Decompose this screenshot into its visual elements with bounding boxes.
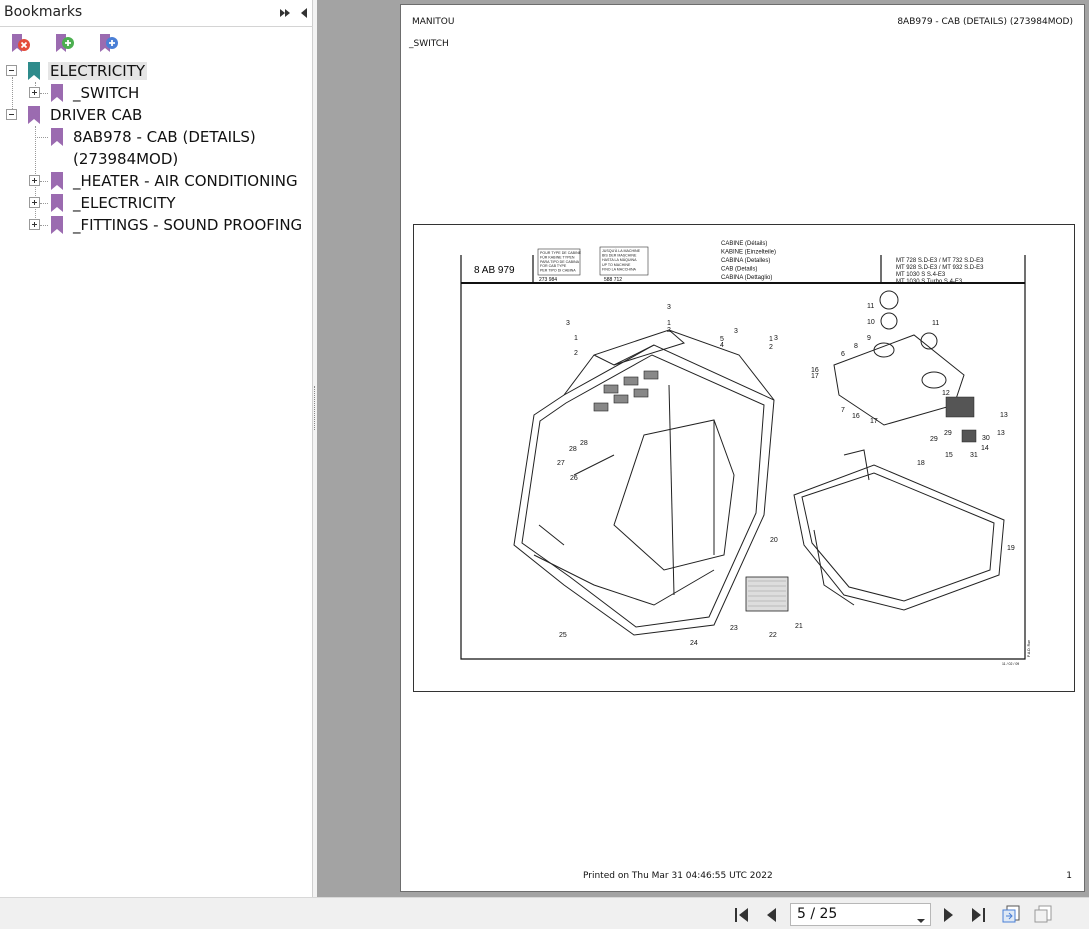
table1-line: FOR CAB TYPE — [540, 264, 567, 269]
bookmark-label-line2: (273984MOD) — [73, 150, 179, 168]
callout-number: 11 — [867, 303, 875, 310]
add-bookmark-icon[interactable] — [53, 32, 75, 56]
table2-line: HASTA LA MÁQUINA — [602, 258, 637, 263]
first-page-icon[interactable] — [733, 906, 751, 924]
drawing-frame — [461, 255, 1025, 659]
bookmark-label-line1: 8AB978 - CAB (DETAILS) — [73, 128, 256, 146]
bookmark-label: DRIVER CAB — [50, 106, 143, 124]
bookmark-icon — [50, 171, 64, 191]
callout-number: 22 — [769, 632, 777, 639]
table2-line: UP TO MACHINE — [602, 262, 631, 267]
callout-number: 24 — [690, 640, 698, 647]
callout-number: 3 — [566, 320, 570, 327]
callout-number: 28 — [569, 446, 577, 453]
callout-number: 25 — [559, 632, 567, 639]
bookmark-label: _HEATER - AIR CONDITIONING — [73, 172, 298, 190]
table2-line: BIS DER MASCHINE — [602, 253, 637, 258]
model-line: MT 928 S.D-E3 / MT 932 S.D-E3 — [896, 265, 984, 271]
switch-block — [946, 397, 974, 417]
bookmark-label: _SWITCH — [73, 84, 140, 102]
callout-number: 1 — [574, 335, 578, 342]
expand-icon[interactable] — [29, 197, 40, 208]
callout-number: 3 — [667, 304, 671, 311]
callout-number: 13 — [1000, 412, 1008, 419]
delete-bookmark-icon[interactable] — [9, 32, 31, 56]
last-page-icon[interactable] — [969, 906, 987, 924]
expand-icon[interactable] — [29, 87, 40, 98]
bookmark-electricity[interactable] — [0, 60, 313, 82]
bookmark-icon — [50, 83, 64, 103]
printed-on: Printed on Thu Mar 31 04:46:55 UTC 2022 — [583, 871, 773, 881]
document-viewer[interactable] — [317, 0, 1089, 897]
chevron-down-icon — [916, 910, 926, 929]
collapse-icon[interactable] — [6, 65, 17, 76]
status-bar — [0, 897, 1089, 929]
roof-panel-illustration — [834, 291, 964, 425]
prev-page-icon[interactable] — [763, 906, 781, 924]
table1-line: PARA TIPO DE CABINA — [540, 259, 580, 264]
bookmark-icon — [50, 215, 64, 235]
bookmark-8ab978[interactable] — [0, 126, 313, 170]
bookmark-switch[interactable] — [0, 82, 313, 104]
bookmarks-panel — [0, 0, 313, 897]
callout-number: 20 — [770, 537, 778, 544]
callout-number: 4 — [720, 342, 724, 349]
callout-number: 30 — [982, 435, 990, 442]
callout-number: 19 — [1007, 545, 1015, 552]
fit-width-icon[interactable] — [1033, 904, 1053, 924]
bookmark-fittings-sound-proofing[interactable] — [0, 214, 313, 236]
drawing-title-line: CABINA (Detalles) — [721, 258, 771, 264]
table2-line: JUSQU'À LA MACHINE — [602, 249, 641, 253]
model-line: MT 1030 S Turbo S.4-E3 — [896, 279, 963, 285]
drawing-ref: 8 AB 979 — [474, 265, 515, 276]
side-code: P.A.D. Rue — [1027, 639, 1031, 657]
expand-icon[interactable] — [29, 219, 40, 230]
callout-number: 26 — [570, 475, 578, 482]
floor-illustration — [794, 450, 1004, 610]
expand-panel-icon[interactable] — [278, 5, 292, 19]
callout-number: 2 — [574, 350, 578, 357]
collapse-icon[interactable] — [6, 109, 17, 120]
callout-number: 16 — [852, 413, 860, 420]
bookmarks-title: Bookmarks — [4, 4, 83, 20]
bookmarks-toolbar — [0, 29, 313, 59]
table2-value: 588 712 — [604, 277, 623, 283]
callout-number: 23 — [730, 625, 738, 632]
bookmark-label: ELECTRICITY — [50, 62, 146, 80]
callout-number: 16 — [811, 367, 819, 374]
callout-number: 9 — [867, 335, 871, 342]
callout-number: 1 — [769, 336, 773, 343]
page-selector[interactable] — [790, 903, 931, 926]
callout-number: 15 — [945, 452, 953, 459]
exploded-view-svg — [414, 225, 1074, 691]
bookmark-heater-air-conditioning[interactable] — [0, 170, 313, 192]
next-page-icon[interactable] — [939, 906, 957, 924]
bookmark-electricity-sub[interactable] — [0, 192, 313, 214]
callout-number: 2 — [769, 344, 773, 351]
callout-number: 21 — [795, 623, 803, 630]
bookmark-driver-cab[interactable] — [0, 104, 313, 126]
callout-number: 1 — [667, 320, 671, 327]
callout-number: 12 — [942, 390, 950, 397]
collapse-panel-icon[interactable] — [297, 5, 311, 19]
callout-number: 27 — [557, 460, 565, 467]
callout-number: 17 — [870, 418, 878, 425]
callout-number: 14 — [981, 445, 989, 452]
callout-number: 10 — [867, 319, 875, 326]
callout-number: 5 — [720, 336, 724, 343]
bookmarks-header — [0, 0, 313, 27]
drawing-title-line: CAB (Details) — [721, 266, 758, 273]
table1-value: 273 984 — [539, 277, 558, 283]
model-line: MT 1030 S S.4-E3 — [896, 272, 946, 278]
header-left: MANITOU — [412, 17, 455, 27]
header-right: 8AB979 - CAB (DETAILS) (273984MOD) — [897, 17, 1073, 27]
callout-number: 11 — [932, 320, 940, 327]
callout-number: 7 — [841, 407, 845, 414]
callout-number: 3 — [774, 335, 778, 342]
model-line: MT 728 S.D-E3 / MT 732 S.D-E3 — [896, 258, 984, 264]
expand-icon[interactable] — [29, 175, 40, 186]
bookmark-icon — [27, 105, 41, 125]
section-title: _SWITCH — [409, 39, 449, 49]
callout-number: 31 — [970, 452, 978, 459]
callout-number: 3 — [734, 328, 738, 335]
document-page — [400, 4, 1085, 892]
drawing-title-line: CABINE (Détails) — [721, 241, 768, 247]
callout-number: 8 — [854, 343, 858, 350]
callout-number: 18 — [917, 460, 925, 467]
page-number: 1 — [1066, 871, 1072, 881]
add-child-bookmark-icon[interactable] — [97, 32, 119, 56]
splitter-grip[interactable] — [314, 386, 316, 430]
date-code: 11 / 02 / 09 — [1002, 662, 1020, 666]
table1-line: POUR TYPE DE CABINE — [540, 251, 582, 255]
bookmark-icon — [50, 193, 64, 213]
bookmark-label: _ELECTRICITY — [73, 194, 176, 212]
bookmark-label: _FITTINGS - SOUND PROOFING — [73, 216, 303, 234]
callout-number: 17 — [811, 373, 819, 380]
drawing-title-line: CABINA (Dettaglio) — [721, 275, 773, 281]
bookmark-icon — [50, 127, 64, 147]
page-indicator: 5 / 25 — [797, 906, 838, 922]
table1-line: FÜR KABINE TYPEN — [540, 255, 575, 260]
callout-number: 28 — [580, 440, 588, 447]
table2-line: FINO LA MACCHINA — [602, 267, 636, 272]
exploded-drawing — [413, 224, 1075, 692]
callout-number: 2 — [667, 327, 671, 334]
callout-number: 29 — [930, 436, 938, 443]
fit-page-icon[interactable] — [1001, 904, 1021, 924]
drawing-title-line: KABINE (Einzelteile) — [721, 249, 777, 256]
bookmark-icon — [27, 61, 41, 81]
table1-line: PER TIPO DI CABINA — [540, 268, 576, 273]
callout-number: 6 — [841, 351, 845, 358]
callout-number: 29 — [944, 430, 952, 437]
callout-number: 13 — [997, 430, 1005, 437]
